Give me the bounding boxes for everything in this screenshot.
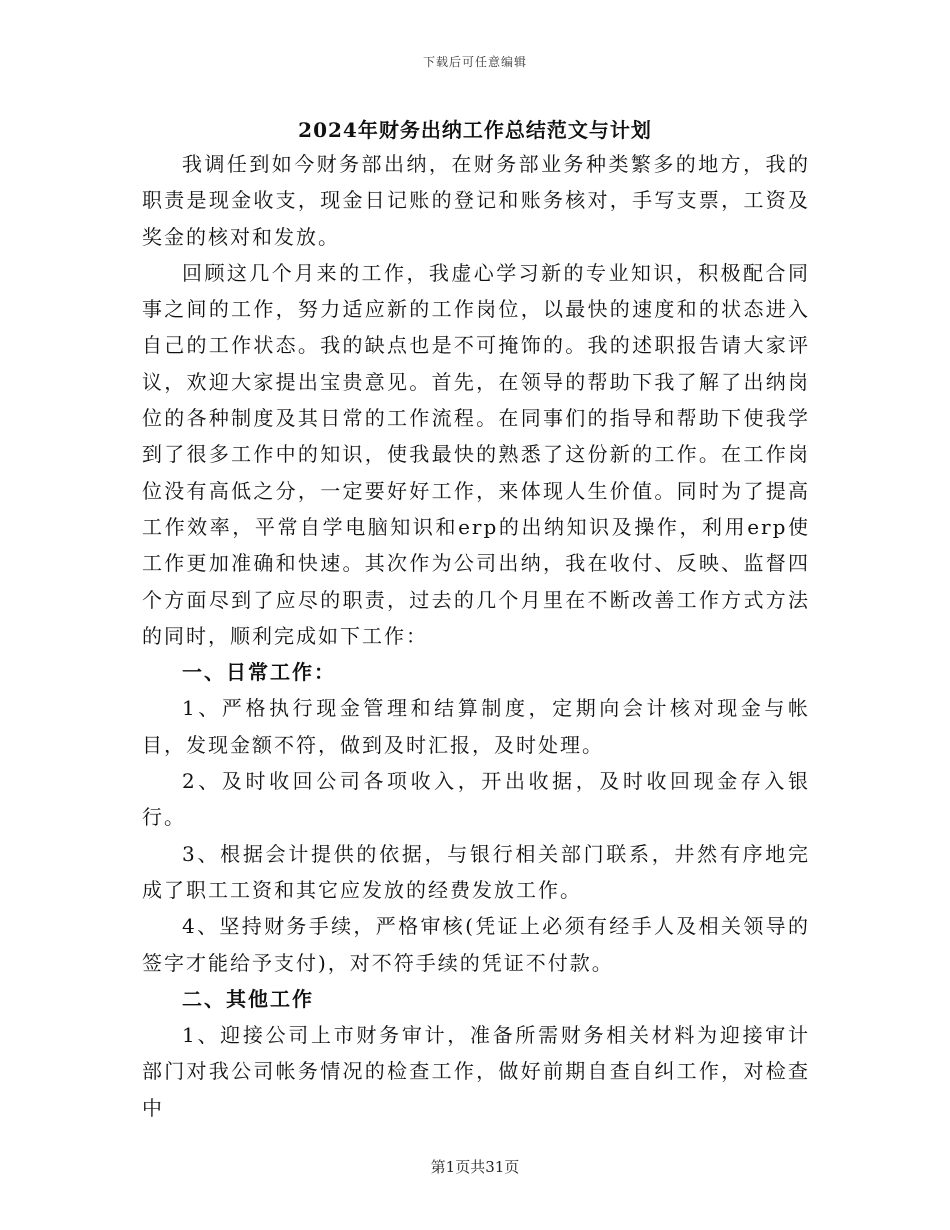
- list-item: 3、根据会计提供的依据，与银行相关部门联系，井然有序地完成了职工工资和其它应发放的经费发放工作。: [142, 841, 810, 902]
- list-item: 1、迎接公司上市财务审计，准备所需财务相关材料为迎接审计部门对我公司帐务情况的检查工作，做好前期自查自纠工作，对检查中: [142, 1023, 810, 1120]
- section-heading-daily-work: 一、日常工作：: [182, 660, 336, 685]
- document-body: [142, 146, 810, 1126]
- page-title: 2024年财务出纳工作总结范文与计划: [298, 118, 652, 142]
- intro-paragraph: 我调任到如今财务部出纳，在财务部业务种类繁多的地方，我的职责是现金收支，现金日记账的登记和账务核对，手写支票，工资及奖金的核对和发放。: [142, 152, 810, 249]
- list-item: 4、坚持财务手续，严格审核(凭证上必须有经手人及相关领导的签字才能给予支付)，对不符手续的凭证不付款。: [142, 914, 810, 975]
- page-number: 第1页共31页: [430, 1158, 520, 1176]
- list-item: 1、严格执行现金管理和结算制度，定期向会计核对现金与帐目，发现金额不符，做到及时汇报，及时处理。: [142, 696, 810, 757]
- list-item: 2、及时收回公司各项收入，开出收据，及时收回现金存入银行。: [142, 769, 810, 830]
- section-heading-other-work: 二、其他工作: [182, 986, 314, 1011]
- header-note: 下载后可任意编辑: [422, 55, 527, 69]
- review-paragraph: 回顾这几个月来的工作，我虚心学习新的专业知识，积极配合同事之间的工作，努力适应新的工作岗位，以最快的速度和的状态进入自己的工作状态。我的缺点也是不可掩饰的。我的述职报告请大家评议，欢迎大家提出宝贵意见。首先，在领导的帮助下我了解了出纳岗位的各种制度及其日常的工作流程。在同事们的指导和帮助下使我学到了很多工作中的知识，使我最快的熟悉了这份新的工作。在工作岗位没有高低之分，一定要好好工作，来体现人生价值。同时为了提高工作效率，平常自学电脑知识和erp的出纳知识及操作，利用erp使工作更加准确和快速。其次作为公司出纳，我在收付、反映、监督四个方面尽到了应尽的职责，过去的几个月里在不断改善工作方式方法的同时，顺利完成如下工作：: [142, 260, 810, 648]
